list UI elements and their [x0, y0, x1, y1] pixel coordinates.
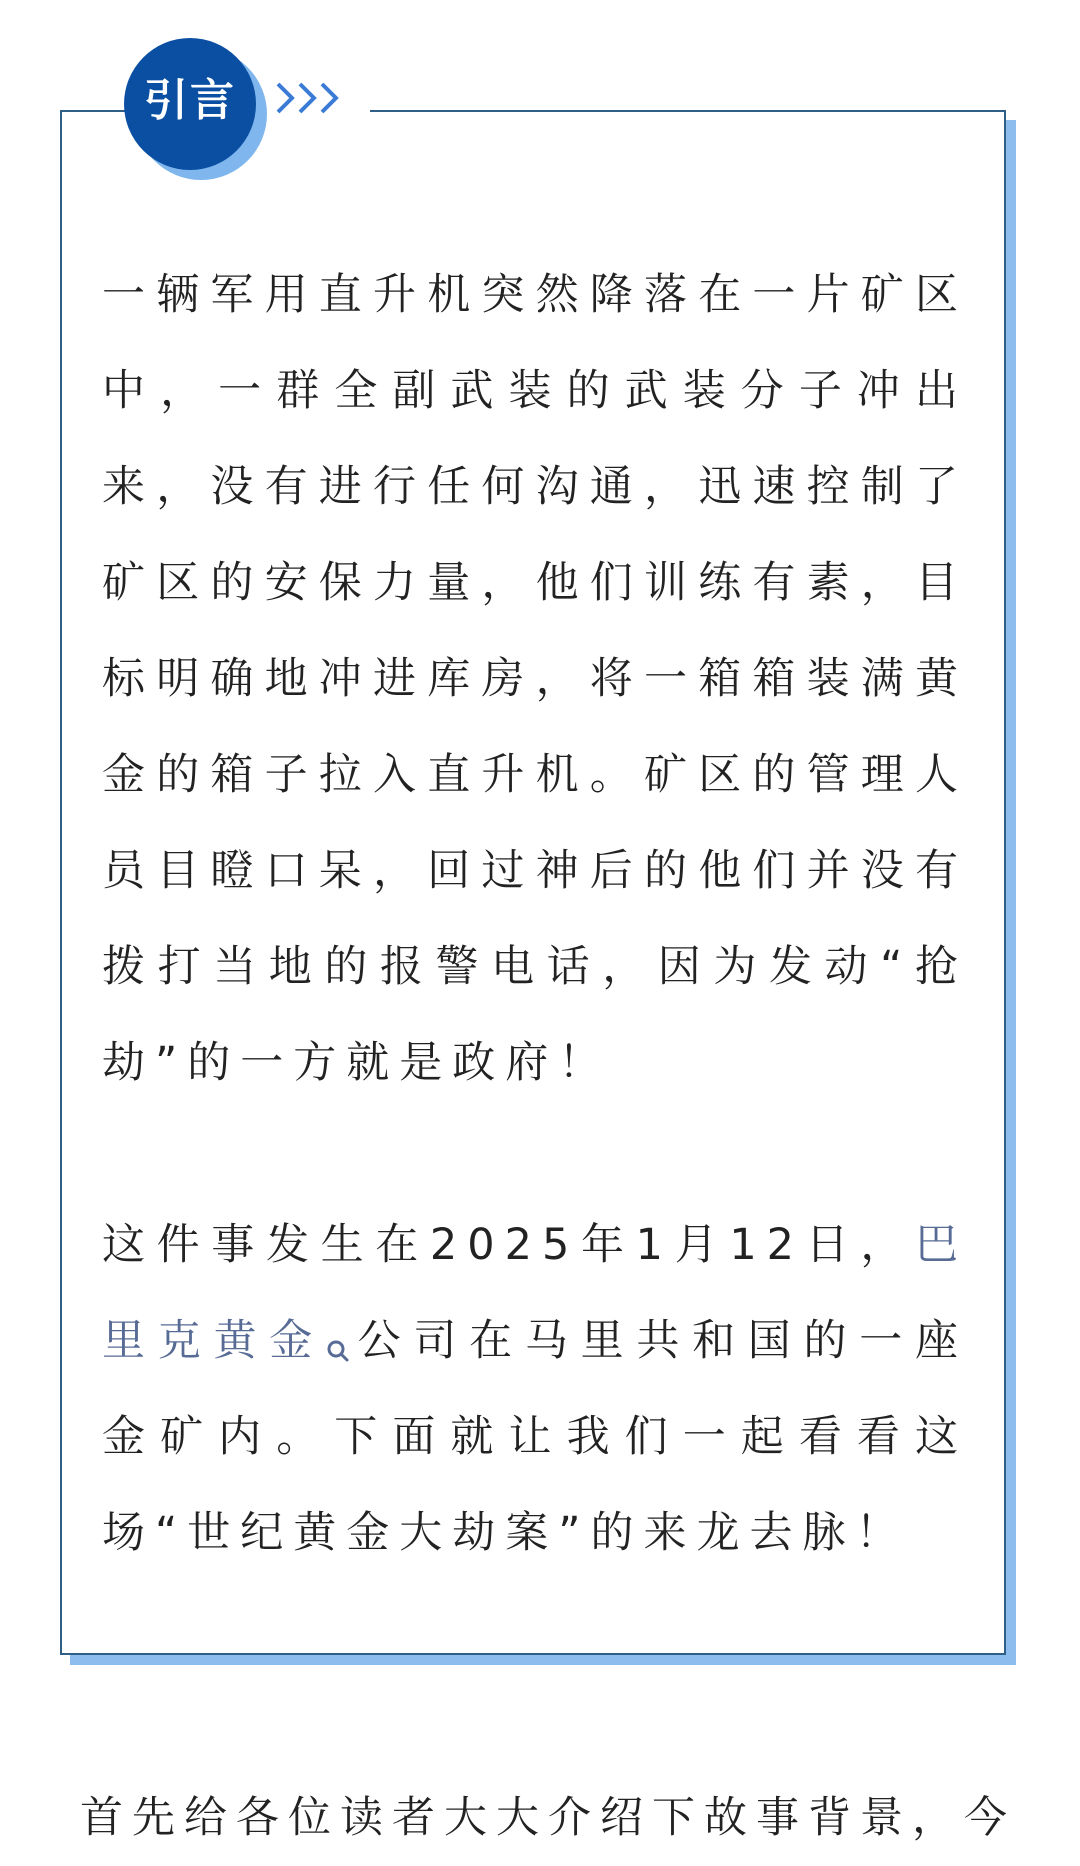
intro-paragraph-1: 一辆军用直升机突然降落在一片矿区中，一群全副武装的武装分子冲出来，没有进行任何沟通，迅速控制了矿区的安保力量，他们训练有素，目标明确地冲进库房，将一箱箱装满黄金的箱子拉入直升机。矿区的管理人员目瞪口呆，回过神后的他们并没有拨打当地的报警电话，因为发动“抢劫”的一方就是政府！ [102, 270, 968, 1088]
intro-badge: 引言 [124, 38, 256, 170]
chevrons-icon [274, 80, 348, 116]
paragraph2-text-before: 这件事发生在2025年1月12日， [102, 1220, 915, 1270]
search-icon[interactable] [325, 1307, 351, 1337]
intro-paragraph-2 [102, 1197, 968, 1581]
header-line-left [60, 110, 126, 112]
body-paragraph: 首先给各位读者大大介绍下故事背景，今 [80, 1793, 1016, 1843]
barrick-gold-link[interactable]: 巴里克黄金 [102, 1220, 968, 1366]
paragraph2-text-after: 公司在马里共和国的一座金矿内。下面就让我们一起看看这场“世纪黄金大劫案”的来龙去脉！ [102, 1316, 969, 1558]
